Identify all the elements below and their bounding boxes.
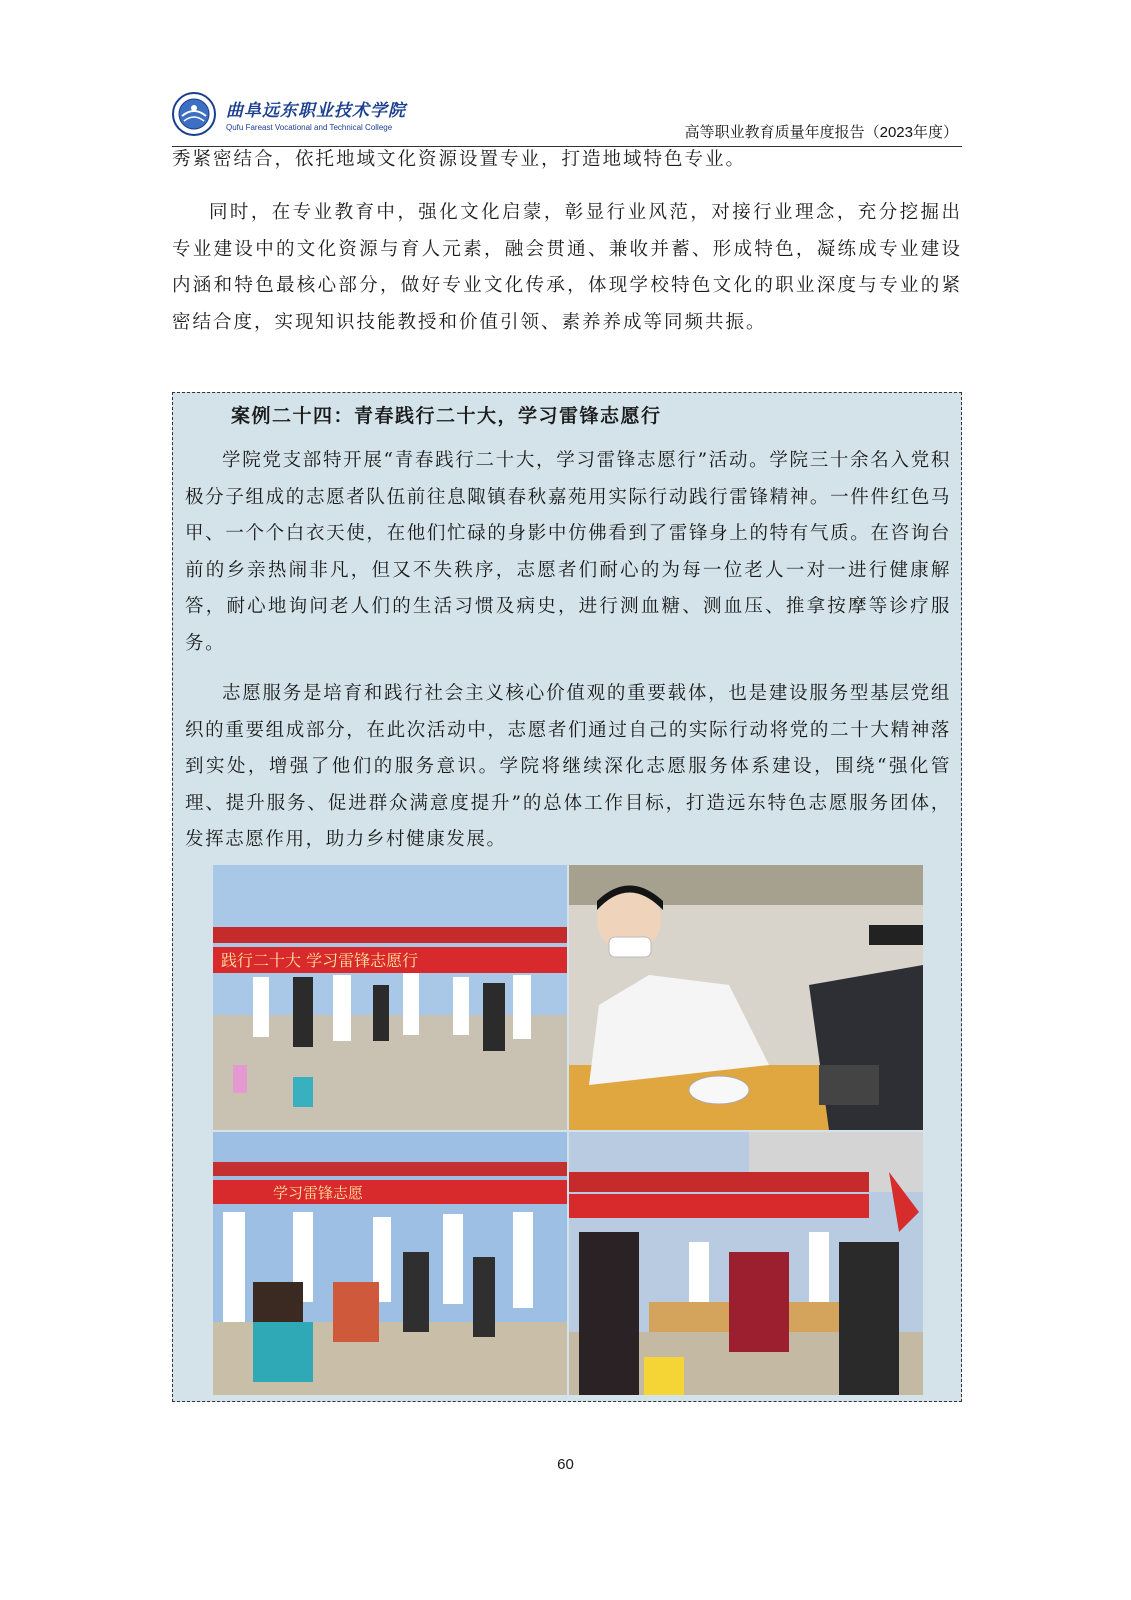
page-header	[172, 88, 962, 147]
photo-volunteers-clinic-tent	[213, 865, 567, 1130]
body-paragraph-2: 同时，在专业教育中，强化文化启蒙，彰显行业风范，对接行业理念，充分挖掘出专业建设中的文化资源与育人元素，融会贯通、兼收并蓄、形成特色，凝练成专业建设内涵和特色最核心部分，做好专业文化传承，体现学校特色文化的职业深度与专业的紧密结合度，实现知识技能教授和价值引领、素养养成等同频共振。	[172, 202, 962, 333]
photo-banner-text-2: 学习雷锋志愿	[273, 1184, 364, 1202]
college-name-en: Qufu Fareast Vocational and Technical College	[226, 123, 393, 132]
report-title: 高等职业教育质量年度报告（2023年度）	[684, 124, 958, 141]
case-paragraph-1: 学院党支部特开展“青春践行二十大，学习雷锋志愿行”活动。学院三十余名入党积极分子组成的志愿者队伍前往息陬镇春秋嘉苑用实际行动践行雷锋精神。一件件红色马甲、一个个白衣天使，在他们忙碌的身影中仿佛看到了雷锋身上的特有气质。在咨询台前的乡亲热闹非凡，但又不失秩序，志愿者们耐心的为每一位老人一对一进行健康解答，耐心地询问老人们的生活习惯及病史，进行测血糖、测血压、推拿按摩等诊疗服务。	[185, 450, 951, 654]
college-name-cn: 曲阜远东职业技术学院	[226, 101, 406, 121]
case-box	[172, 392, 962, 1402]
photo-banner-text: 践行二十大 学习雷锋志愿行	[221, 951, 419, 970]
photo-grid	[213, 865, 923, 1395]
college-logo-icon	[172, 92, 216, 136]
case-title: 案例二十四：青春践行二十大，学习雷锋志愿行	[231, 405, 662, 427]
body-paragraph-1: 秀紧密结合，依托地域文化资源设置专业，打造地域特色专业。	[172, 149, 747, 170]
case-paragraph-2: 志愿服务是培育和践行社会主义核心价值观的重要载体，也是建设服务型基层党组织的重要组成部分，在此次活动中，志愿者们通过自己的实际行动将党的二十大精神落到实处，增强了他们的服务意识。学院将继续深化志愿服务体系建设，围绕“强化管理、提升服务、促进群众满意度提升”的总体工作目标，打造远东特色志愿服务团体，发挥志愿作用，助力乡村健康发展。	[185, 683, 951, 850]
photo-health-consultation-desk	[569, 1132, 923, 1395]
photo-elderly-seated-massage	[213, 1132, 567, 1395]
page-number: 60	[557, 1456, 574, 1473]
photo-blood-pressure-check	[569, 865, 923, 1130]
